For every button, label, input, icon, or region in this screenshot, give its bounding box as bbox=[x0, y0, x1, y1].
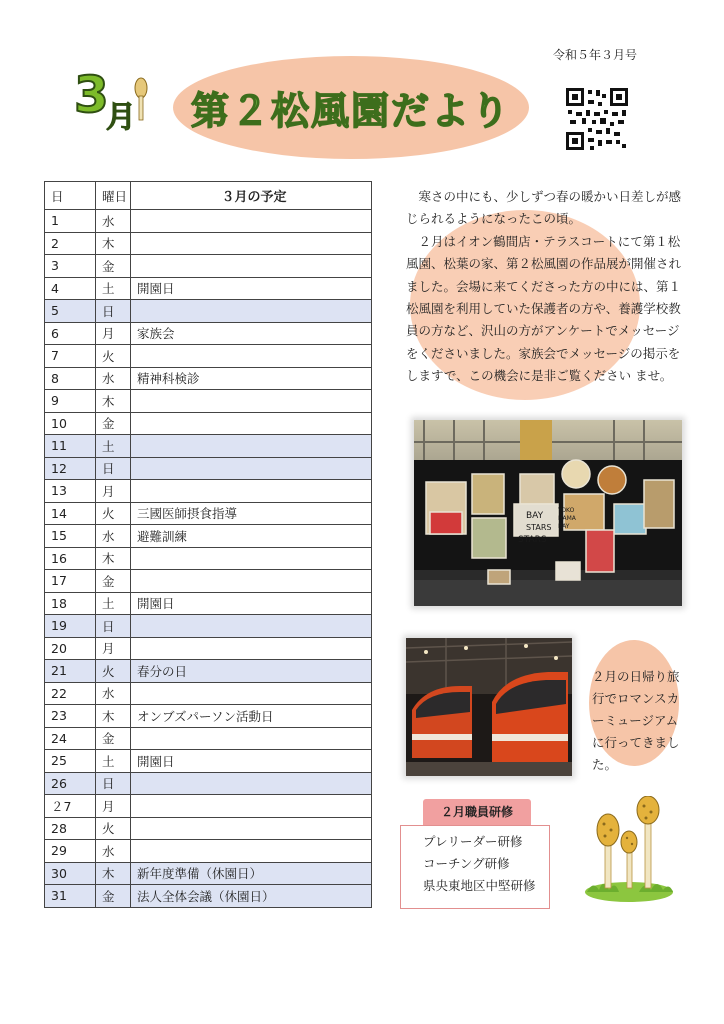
day-cell: 3 bbox=[45, 255, 96, 278]
day-cell: 28 bbox=[45, 817, 96, 840]
table-row bbox=[45, 502, 372, 525]
table-header-row bbox=[45, 182, 372, 210]
plan-cell bbox=[131, 795, 372, 818]
day-cell: 18 bbox=[45, 592, 96, 615]
month-logo bbox=[74, 66, 154, 135]
day-cell: 30 bbox=[45, 862, 96, 885]
dow-cell: 金 bbox=[96, 255, 131, 278]
dow-cell: 金 bbox=[96, 885, 131, 908]
day-cell: 16 bbox=[45, 547, 96, 570]
table-row bbox=[45, 210, 372, 233]
plan-cell: 春分の日 bbox=[131, 660, 372, 683]
sign-text: HAMA bbox=[558, 515, 576, 522]
dow-cell: 月 bbox=[96, 480, 131, 503]
horsetail-plant-icon bbox=[583, 796, 675, 904]
dow-cell: 土 bbox=[96, 592, 131, 615]
table-row bbox=[45, 817, 372, 840]
plan-cell bbox=[131, 727, 372, 750]
day-cell: 5 bbox=[45, 300, 96, 323]
dow-cell: 月 bbox=[96, 322, 131, 345]
plan-cell bbox=[131, 435, 372, 458]
newsletter-title: 第２松風園だより bbox=[190, 89, 511, 133]
plan-cell bbox=[131, 570, 372, 593]
day-cell: 19 bbox=[45, 615, 96, 638]
month-char: 月 bbox=[106, 100, 136, 135]
dow-cell: 月 bbox=[96, 795, 131, 818]
table-row bbox=[45, 367, 372, 390]
dow-cell: 火 bbox=[96, 660, 131, 683]
plan-cell: 避難訓練 bbox=[131, 525, 372, 548]
table-row bbox=[45, 840, 372, 863]
dow-cell: 金 bbox=[96, 727, 131, 750]
plan-cell bbox=[131, 615, 372, 638]
exhibition-photo bbox=[414, 420, 682, 606]
training-item: 県央東地区中堅研修 bbox=[423, 878, 536, 893]
plan-cell bbox=[131, 480, 372, 503]
day-cell: 10 bbox=[45, 412, 96, 435]
plan-cell bbox=[131, 840, 372, 863]
table-row bbox=[45, 750, 372, 773]
day-cell: 29 bbox=[45, 840, 96, 863]
day-cell: 2 bbox=[45, 232, 96, 255]
header-day: 日 bbox=[45, 182, 96, 210]
dow-cell: 日 bbox=[96, 300, 131, 323]
dow-cell: 金 bbox=[96, 570, 131, 593]
dow-cell: 木 bbox=[96, 232, 131, 255]
dow-cell: 日 bbox=[96, 615, 131, 638]
table-row bbox=[45, 412, 372, 435]
day-cell: 20 bbox=[45, 637, 96, 660]
day-cell: 11 bbox=[45, 435, 96, 458]
plan-cell: 家族会 bbox=[131, 322, 372, 345]
day-cell: 8 bbox=[45, 367, 96, 390]
dow-cell: 土 bbox=[96, 435, 131, 458]
header-plan: ３月の予定 bbox=[131, 182, 372, 210]
plan-cell bbox=[131, 637, 372, 660]
table-row bbox=[45, 480, 372, 503]
table-row bbox=[45, 682, 372, 705]
dow-cell: 木 bbox=[96, 390, 131, 413]
day-cell: 13 bbox=[45, 480, 96, 503]
day-cell: 23 bbox=[45, 705, 96, 728]
plan-cell bbox=[131, 255, 372, 278]
day-cell: 22 bbox=[45, 682, 96, 705]
table-row bbox=[45, 705, 372, 728]
plan-cell: オンブズパーソン活動日 bbox=[131, 705, 372, 728]
dow-cell: 水 bbox=[96, 840, 131, 863]
sign-text: STARS bbox=[526, 523, 552, 532]
qr-code-icon[interactable] bbox=[566, 88, 628, 150]
plan-cell: 精神科検診 bbox=[131, 367, 372, 390]
plan-cell: 開園日 bbox=[131, 750, 372, 773]
day-cell: 17 bbox=[45, 570, 96, 593]
dow-cell: 日 bbox=[96, 457, 131, 480]
table-row bbox=[45, 592, 372, 615]
table-row bbox=[45, 525, 372, 548]
sign-text: YOKO bbox=[558, 507, 575, 514]
table-row bbox=[45, 795, 372, 818]
day-cell: 6 bbox=[45, 322, 96, 345]
dow-cell: 月 bbox=[96, 637, 131, 660]
table-row bbox=[45, 547, 372, 570]
day-cell: 31 bbox=[45, 885, 96, 908]
romance-car-photo bbox=[406, 638, 572, 776]
day-cell: 4 bbox=[45, 277, 96, 300]
dow-cell: 火 bbox=[96, 502, 131, 525]
month-number: 3 bbox=[74, 66, 107, 124]
table-row bbox=[45, 727, 372, 750]
header-dow: 曜日 bbox=[96, 182, 131, 210]
table-row bbox=[45, 660, 372, 683]
table-row bbox=[45, 300, 372, 323]
schedule-body bbox=[45, 210, 372, 908]
day-cell: 24 bbox=[45, 727, 96, 750]
table-row bbox=[45, 637, 372, 660]
table-row bbox=[45, 255, 372, 278]
plan-cell bbox=[131, 817, 372, 840]
dow-cell: 火 bbox=[96, 817, 131, 840]
plan-cell bbox=[131, 300, 372, 323]
table-row bbox=[45, 390, 372, 413]
sign-text: BAY bbox=[526, 511, 544, 521]
plan-cell bbox=[131, 547, 372, 570]
sign-text: BAY bbox=[558, 523, 570, 530]
dow-cell: 木 bbox=[96, 862, 131, 885]
plan-cell bbox=[131, 345, 372, 368]
training-title: ２月職員研修 bbox=[423, 799, 531, 825]
plan-cell bbox=[131, 210, 372, 233]
table-row bbox=[45, 322, 372, 345]
table-row bbox=[45, 457, 372, 480]
training-item: コーチング研修 bbox=[423, 856, 510, 871]
table-row bbox=[45, 862, 372, 885]
day-cell: 14 bbox=[45, 502, 96, 525]
day-cell: 25 bbox=[45, 750, 96, 773]
dow-cell: 土 bbox=[96, 750, 131, 773]
dow-cell: 水 bbox=[96, 367, 131, 390]
plan-cell: 開園日 bbox=[131, 277, 372, 300]
dow-cell: 木 bbox=[96, 547, 131, 570]
day-cell: 12 bbox=[45, 457, 96, 480]
table-row bbox=[45, 615, 372, 638]
sign-text: STARS bbox=[518, 535, 547, 545]
plan-cell bbox=[131, 682, 372, 705]
day-cell: 1 bbox=[45, 210, 96, 233]
day-cell: 21 bbox=[45, 660, 96, 683]
dow-cell: 火 bbox=[96, 345, 131, 368]
trip-caption: ２月の日帰り旅行でロマンスカーミュージアムに行ってきました。 bbox=[592, 669, 680, 772]
plan-cell bbox=[131, 232, 372, 255]
plan-cell: 新年度準備（休園日） bbox=[131, 862, 372, 885]
table-row bbox=[45, 772, 372, 795]
day-cell: 7 bbox=[45, 345, 96, 368]
plan-cell bbox=[131, 390, 372, 413]
dow-cell: 金 bbox=[96, 412, 131, 435]
dow-cell: 土 bbox=[96, 277, 131, 300]
plan-cell bbox=[131, 412, 372, 435]
plan-cell: 三國医師摂食指導 bbox=[131, 502, 372, 525]
table-row bbox=[45, 345, 372, 368]
day-cell: 15 bbox=[45, 525, 96, 548]
dow-cell: 水 bbox=[96, 210, 131, 233]
training-list bbox=[423, 831, 536, 897]
dow-cell: 水 bbox=[96, 525, 131, 548]
day-cell: 9 bbox=[45, 390, 96, 413]
day-cell: ２7 bbox=[45, 795, 96, 818]
dow-cell: 日 bbox=[96, 772, 131, 795]
dow-cell: 木 bbox=[96, 705, 131, 728]
table-row bbox=[45, 232, 372, 255]
article-paragraph: ２月はイオン鶴間店・テラスコートにて第１松風園、松葉の家、第２松風園の作品展が開催されました。会場に来てくださった方の中には、第１松風園を利用していた保護者の方や、養護学校教員の方など、沢山の方がアンケートでメッセージをくださいました。家族会でメッセージの掲示をしますで、この機会に是非ご覧ください ませ。 bbox=[406, 233, 682, 384]
table-row bbox=[45, 885, 372, 908]
training-item: プレリーダー研修 bbox=[423, 834, 523, 849]
day-cell: 26 bbox=[45, 772, 96, 795]
march-schedule-table bbox=[44, 181, 372, 908]
plan-cell: 法人全体会議（休園日） bbox=[131, 885, 372, 908]
plan-cell bbox=[131, 772, 372, 795]
table-row bbox=[45, 435, 372, 458]
plan-cell: 開園日 bbox=[131, 592, 372, 615]
article-paragraph: 寒さの中にも、少しずつ春の暖かい日差しが感じられるようになったこの頃。 bbox=[406, 189, 682, 227]
table-row bbox=[45, 277, 372, 300]
plan-cell bbox=[131, 457, 372, 480]
sprout-icon bbox=[132, 76, 150, 122]
issue-date: 令和５年３月号 bbox=[553, 48, 638, 62]
table-row bbox=[45, 570, 372, 593]
dow-cell: 水 bbox=[96, 682, 131, 705]
article-text bbox=[406, 186, 690, 388]
